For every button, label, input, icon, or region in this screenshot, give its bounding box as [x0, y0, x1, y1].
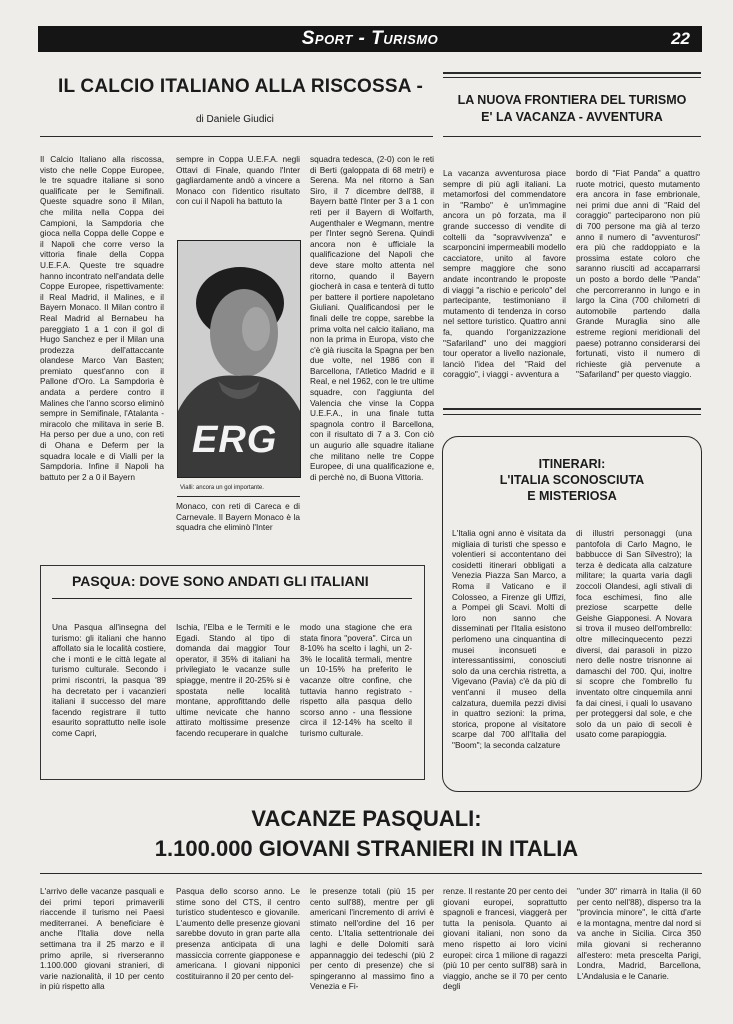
- turismo-headline-line-2: E' LA VACANZA - AVVENTURA: [481, 110, 663, 124]
- calcio-column-2: sempre in Coppa U.E.F.A. negli Ottavi di Finale, quando l'Inter gagliardamente andò a vincere a Monaco con l'identico risultato con cui il Napoli ha battuto la: [176, 154, 300, 207]
- vacanze-headline-line-2: 1.100.000 GIOVANI STRANIERI IN ITALIA: [154, 836, 579, 861]
- page-number: 22: [671, 29, 690, 48]
- turismo-top-rule-thin: [443, 77, 701, 78]
- pasqua-column-2: Ischia, l'Elba e le Termiti e le Egadi. Stando al tipo di domanda dai maggior Tour operator, il 35% di italiani ha privilegiato le vacanze sulle spiagge, mentre il 20-25% si è spostata nelle località montane, approfittando delle ultime nevicate che hanno attirato moltissime presenze facendo recuperare in qualche: [176, 622, 290, 738]
- itinerari-headline-line-1: ITINERARI:: [538, 457, 606, 471]
- vacanze-column-3: le presenze totali (più 15 per cento sull'88), mentre per gli americani l'incremento di arrivi è stimato nell'ordine del 16 per cento. L'Italia settentrionale dei laghi e delle Dolomiti sarà appannaggio dei tedeschi (più 2 per cento di presenze) che si spingeranno al massimo fino a Venezia e Fi-: [310, 886, 434, 992]
- vacanze-headline-line-1: VACANZE PASQUALI:: [251, 806, 482, 831]
- vacanze-column-5: "under 30" rimarrà in Italia (il 60 per cento nell'88), disperso tra la "provincia minore", le città d'arte e la montagna, mentre dal nord si va anche in Sicilia. Circa 350 mila giovani si recheranno all'estero: meta prescelta Parigi, Londra, Madrid, Barcellona, L'Andalusia e le Canarie.: [577, 886, 701, 981]
- pasqua-column-1: Una Pasqua all'insegna del turismo: gli italiani che hanno affollato sia le località costiere, che i monti e le città legate al turismo culturale. Secondo i primi riscontri, la pasqua '89 ha decretato per i vacanzieri italiani il successo del mare facendo registrare il tutto esaurito soprattutto nelle isole come Capri,: [52, 622, 166, 738]
- turismo-bottom-rule: [443, 408, 701, 410]
- pasqua-divider: [52, 598, 412, 599]
- turismo-headline: [443, 92, 701, 126]
- calcio-column-2-tail: Monaco, con reti di Careca e di Carnevale. Il Bayern Monaco è la squadra che eliminò l'Inter: [176, 501, 300, 533]
- itinerari-column-2: di illustri personaggi (una pantofola di Carlo Magno, le babbucce di San Silvestro); la terza è dedicata alla calzature militare; la quarta varia dagli zoccoli Olandesi, agli stivali di foca eschimesi, fino alle preziose scarpette delle Geishe Giapponesi. A Novara si trova il museo dell'ombrello: oltre millecinquecento pezzi diversi, dai parasoli in pizzo nero delle nostre trisnonne ai damaschi del 700. Qui, inoltre si scopre che l'ombrello fu inventato oltre cinquemila anni fa dai cinesi, i quali lo usavano per proteggersi dal sole, e che solo da un paio di secoli è usato come parapioggia.: [576, 528, 692, 740]
- section-header-bar: [38, 26, 702, 52]
- section-title: Sport - Turismo: [301, 28, 439, 49]
- pasqua-column-3: modo una stagione che era stata finora "povera". Circa un 8-10% ha scelto i laghi, un 2-3% le località termali, mentre un 10-15% ha preferito le vacanze oltre confine, che tuttavia hanno registrato - rispetto alla pasqua dello scorso anno - una flessione circa il 12-14% ha scelto il turismo culturale.: [300, 622, 412, 738]
- photo-caption: Vialli: ancora un gol importante.: [180, 485, 264, 491]
- itinerari-headline: [443, 456, 701, 504]
- turismo-bottom-rule-thin: [443, 414, 701, 415]
- calcio-column-1: Il Calcio Italiano alla riscossa, visto che nelle Coppe Europee, le tre squadre italiane si sono qualificate per le Semifinali. Queste squadre sono il Milan, che milita nella Coppa dei Campioni, la Sampdoria che gioca nella Coppa delle Coppe e il Napoli che corre verso la vittoria finale della Coppa U.E.F.A. Queste tre squadre hanno incontrato nell'andata delle Coppe Europee, rispettivamente: il Real Madrid, il Malines, e il Bayern Monaco. Il Milan contro il Real Madrid al Bernabeu ha pareggiato 1 a 1 con il gol di Hugo Sanchez e per il Milan una prodezza dell'attaccante olandese Marco Van Basten; premiato quest'anno con il Pallone d'Oro. La Sampdoria è andata a perdere contro il Malines che l'anno scorso eliminò sempre in Semifinale, l'Atalanta - miracolo che militava in serie B. Ha perso per due a uno, con reti di Ohana e Deferm per la squadra locale e di Vialli per la Sampdoria. Infine il Napoli ha battuto per 2 a 0 il Bayern: [40, 154, 164, 482]
- calcio-byline: di Daniele Giudici: [196, 114, 274, 125]
- calcio-divider: [40, 136, 433, 137]
- itinerari-headline-line-3: E MISTERIOSA: [527, 489, 617, 503]
- itinerari-headline-line-2: L'ITALIA SCONOSCIUTA: [499, 473, 645, 487]
- caption-divider: [177, 496, 300, 497]
- turismo-headline-line-1: LA NUOVA FRONTIERA DEL TURISMO: [457, 93, 687, 107]
- turismo-column-2: bordo di "Fiat Panda" a quattro ruote motrici, questo mutamento era ancora in fase embrionale, nei primi due anni di "Raid del coraggio" parteciparono non più di 700 persone ma già al terzo anno il numero di "avventurosi" era più che raddoppiato e la prossima estate coloro che saranno riusciti ad accaparrarsi un posto a bordo delle "Panda" che percorreranno in lungo e in largo la Cina (700 chilometri di automobile partendo dalla Grande Muraglia sino alle estreme regioni meridionali del paese) potranno considerarsi dei fortunati, visto il numero di richieste già pervenute a "Safariland" per questo viaggio.: [576, 168, 700, 380]
- vacanze-headline: [0, 804, 733, 864]
- itinerari-column-1: L'Italia ogni anno è visitata da migliaia di turisti che spesso e volentieri si accontentano dei cosidetti itinerari obbligati a Venezia Piazza San Marco, a Roma il Vaticano e il Colosseo, a Firenze gli Uffizi, a Pompei gli Scavi. Molti di loro non sanno che disseminati per l'Italia esistono perlomeno una cinquantina di musei inconsueti e interessantissimi, conosciuti solo da una cerchia ristretta, a Vigevano (Pavia) c'è da più di vent'anni il museo della calzatura, duemila pezzi divisi in quattro sezioni: la prima, storica, propone al visitatore scarpe dal 700 all'Italia del "Boom"; la seconda calzature: [452, 528, 566, 750]
- vacanze-column-4: renze. Il restante 20 per cento dei giovani europei, soprattutto spagnoli e francesi, viaggerà per tutta la penisola. Quanto ai giovani italiani, non sono da meno rispetto ai loro vicini europei: circa 1 milione di ragazzi (più 10 per cento sull'88) sarà in viaggio, anche se il 70 per cento degli: [443, 886, 567, 992]
- player-photo: [177, 240, 301, 478]
- vacanze-column-2: Pasqua dello scorso anno. Le stime sono del CTS, il centro turistico studentesco e giovanile. L'aumento delle presenze giovani sarebbe dovuto in gran parte alla presenza anticipata di una massiccia corrente giapponese e americana. I giovani nipponici costituiranno il 20 per cento del-: [176, 886, 300, 981]
- vacanze-column-1: L'arrivo delle vacanze pasquali e dei primi tepori primaverili riaccende il turismo nei Paesi mediterranei. A beneficiare è anche l'Italia dove nella settimana tra il 25 marzo e il primo aprile, si riverseranno 1.100.000 giovani stranieri, di varie nazionalità, il 10 per cento in più rispetto alla: [40, 886, 164, 992]
- erg-sponsor-logo: ERG: [192, 419, 278, 461]
- turismo-column-1: La vacanza avventurosa piace sempre di più agli italiani. La metamorfosi del commendatore in "Rambo" è un'immagine ancora un pò forzata, ma il grande successo di vendite di coltelli da "sopravvivenza" e scarponcini impermeabili modello cacciatore, unito al favore sempre maggiore che sono andate incontrando le proposte di viaggi "a rischio e pericolo" del partecipante, testimoniano il mutamento di tendenza in corso nel settore turistico. Quattro anni fa, quando l'organizzazione "Safariland" uno dei maggiori tour operator a livello nazionale, lanciò l'idea del "Raid del coraggio", i viaggi - avventura a: [443, 168, 566, 380]
- pasqua-headline: PASQUA: DOVE SONO ANDATI GLI ITALIANI: [72, 573, 369, 589]
- turismo-top-rule: [443, 72, 701, 74]
- vacanze-divider: [40, 873, 702, 874]
- turismo-divider: [443, 136, 701, 137]
- calcio-column-3: squadra tedesca, (2-0) con le reti di Berti (galoppata di 68 metri) e Serena. Ma nel ritorno a San Siro, il 7 dicembre dell'88, il Bayern battè l'Inter per 3 a 1 con reti per il Bayern di Wolfarth, Augenthaler e Wegmann, mentre per l'Inter segnò Serena. Quindi ancora non è ufficiale la qualificazione del Napoli che deve stare molto attenta nel ritorno, quando il Bayern giocherà in casa e tenterà di tutto per battere il portiere napoletano Giuliani. Qualificandosi per le finali delle tre coppe, sarebbe la prima volta nel calcio italiano, ma non la prima in Europa, visto che c'è già riuscita la Spagna per ben due volte, nel 1986 con il Barcellona, l'Atletico Madrid e il Real, e nel 1962, con le tre ultime squadre, con l'aggiunta del Valencia che vinse la Coppa U.E.F.A., in una finale tutta spagnola contro il Barcellona, con il risultato di 7 a 3. Con ciò un augurio alle squadre italiane che militano nelle tre Coppe Europee, di una qualificazione e, di perchè no, di Buona Vittoria.: [310, 154, 434, 482]
- calcio-headline: IL CALCIO ITALIANO ALLA RISCOSSA -: [58, 76, 423, 97]
